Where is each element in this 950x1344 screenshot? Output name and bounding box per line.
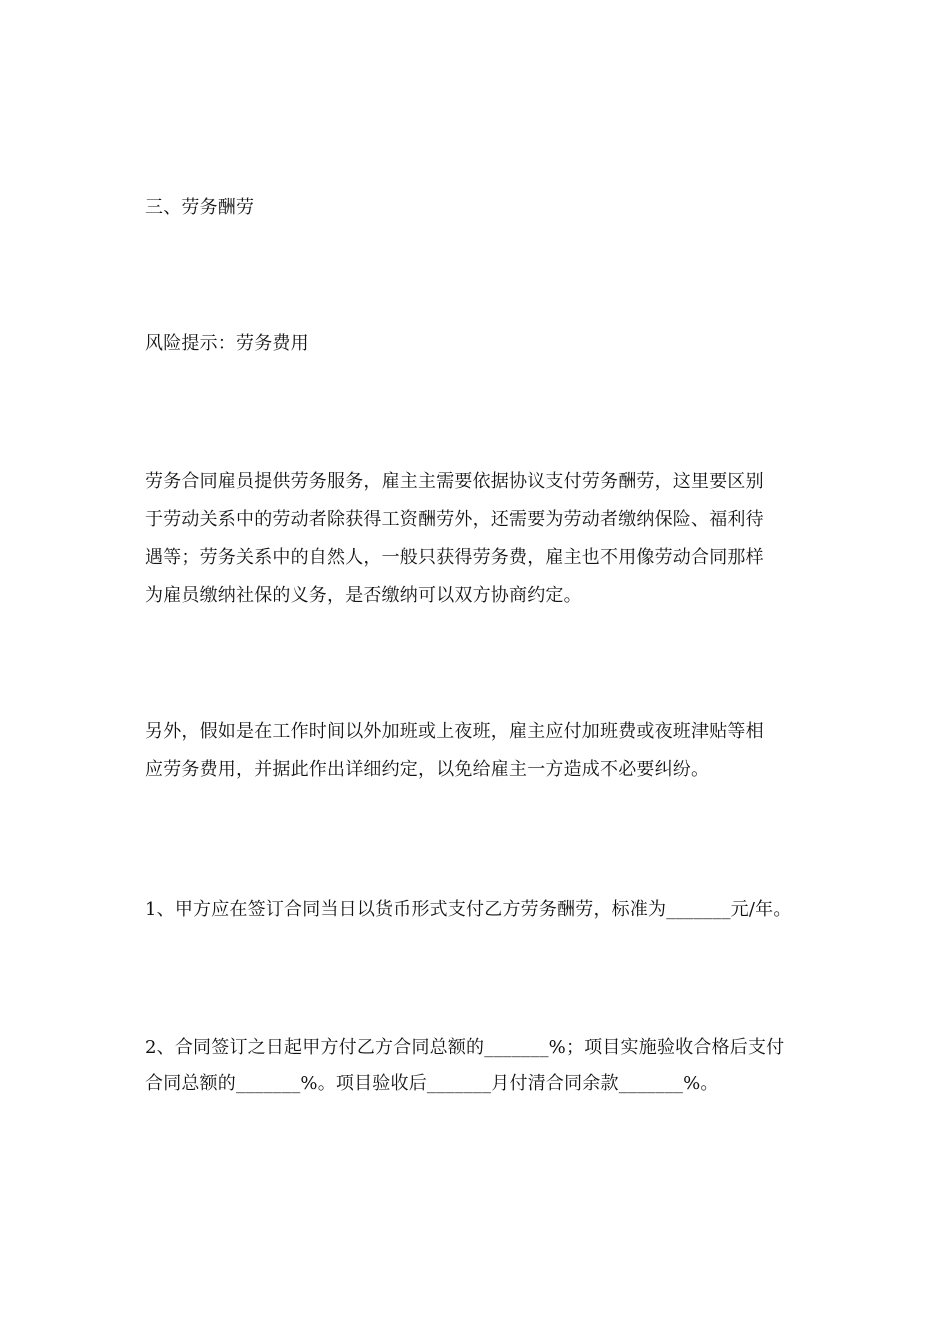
paragraph-line: 劳务合同雇员提供劳务服务，雇主主需要依据协议支付劳务酬劳，这里要区别 xyxy=(145,471,764,492)
section-heading: 三、劳务酬劳 xyxy=(145,197,255,218)
paragraph-line: 遇等；劳务关系中的自然人，一般只获得劳务费，雇主也不用像劳动合同那样 xyxy=(145,547,764,568)
paragraph-line: 于劳动关系中的劳动者除获得工资酬劳外，还需要为劳动者缴纳保险、福利待 xyxy=(145,509,764,530)
risk-tip: 风险提示：劳务费用 xyxy=(145,333,309,354)
clause-line: 合同总额的_______%。项目验收后_______月付清合同余款_______%。 xyxy=(145,1073,719,1094)
paragraph-line: 另外，假如是在工作时间以外加班或上夜班，雇主应付加班费或夜班津贴等相 xyxy=(145,721,764,742)
paragraph-line: 为雇员缴纳社保的义务，是否缴纳可以双方协商约定。 xyxy=(145,585,582,606)
paragraph-line: 应劳务费用，并据此作出详细约定，以免给雇主一方造成不必要纠纷。 xyxy=(145,759,710,780)
clause-line: 1、甲方应在签订合同当日以货币形式支付乙方劳务酬劳，标准为_______元/年。 xyxy=(145,899,792,920)
clause-line: 2、合同签订之日起甲方付乙方合同总额的_______%；项目实施验收合格后支付 xyxy=(145,1037,785,1058)
